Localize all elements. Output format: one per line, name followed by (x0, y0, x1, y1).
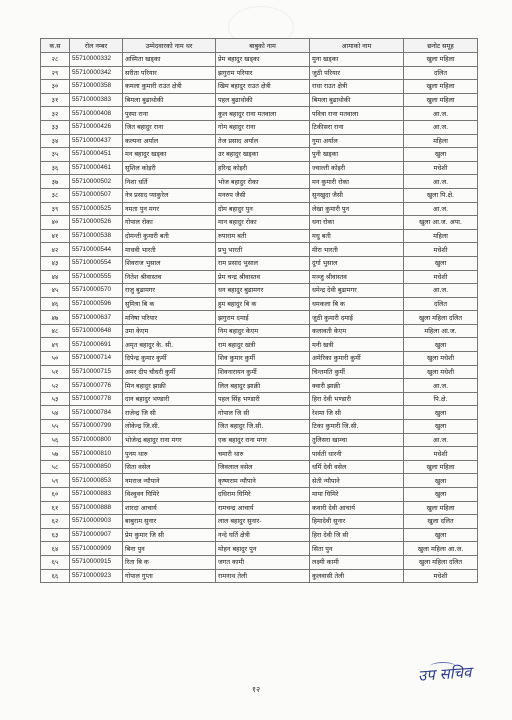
roll-number-cell: 55710000555 (70, 270, 123, 284)
table-row (41, 379, 478, 393)
header-candidate-name: उम्मेदवारको नाम थर (123, 39, 216, 53)
selection-group-cell: खुला (404, 474, 478, 488)
table-header-row (41, 39, 478, 53)
candidate-name-cell: गोपाल गुप्ता (123, 569, 216, 583)
mother-name-cell: मधु बती (310, 229, 404, 243)
serial-cell: ५५ (41, 420, 70, 434)
mother-name-cell: कलावती केएम (310, 324, 404, 338)
candidate-name-cell: मनिषा परियार (123, 311, 216, 325)
father-name-cell: मनरुप जैसी (216, 188, 310, 202)
roll-number-cell: 55710000778 (70, 392, 123, 406)
roll-number-cell: 55710000538 (70, 229, 123, 243)
candidate-name-cell: सुमित्रा बि क (123, 297, 216, 311)
selection-group-cell: खुला दलित (404, 515, 478, 529)
table-row (41, 243, 478, 257)
mother-name-cell: कवारी देवी आचार्य (310, 501, 404, 515)
roll-number-cell: 55710000903 (70, 515, 123, 529)
roll-number-cell: 55710000784 (70, 406, 123, 420)
serial-cell: ६० (41, 488, 70, 502)
father-name-cell: गोपाल जि सी (216, 406, 310, 420)
serial-cell: ६४ (41, 542, 70, 556)
candidate-name-cell: राजु बुढामगर (123, 284, 216, 298)
candidate-name-cell: उमा केएम (123, 324, 216, 338)
mother-name-cell: पुनी खड्का (310, 148, 404, 162)
mother-name-cell: राधा राउत क्षेत्री (310, 80, 404, 94)
candidate-name-cell: माधवी भारती (123, 243, 216, 257)
selection-group-cell: खुला मधेशी (404, 352, 478, 366)
mother-name-cell: धमेन्द्र देवी बुढामगर (310, 284, 404, 298)
candidate-name-cell: दान बहादुर भण्डारी (123, 392, 216, 406)
table-row (41, 93, 478, 107)
father-name-cell: मोहन बहादुर पुन (216, 542, 310, 556)
candidate-name-cell: कल्पना अर्याल (123, 134, 216, 148)
serial-cell: ४८ (41, 324, 70, 338)
candidate-name-cell: नेत्र प्रसाद प्याकुरेल (123, 188, 216, 202)
father-name-cell: कृष्णराम न्यौपाने (216, 474, 310, 488)
table-row (41, 66, 478, 80)
father-name-cell: राम प्रसाद भुसाल (216, 256, 310, 270)
header-roll-number: रोल नम्बर (70, 39, 123, 53)
table-row (41, 120, 478, 134)
father-name-cell: प्रेम चन्द्र श्रीवास्तव (216, 270, 310, 284)
mother-name-cell: हिमादेवी सुनार (310, 515, 404, 529)
roll-number-cell: 55710000451 (70, 148, 123, 162)
selection-group-cell: आ.ज. (404, 175, 478, 189)
serial-cell: ५६ (41, 433, 70, 447)
mother-name-cell: तुलिसरा खाम्चा (310, 433, 404, 447)
mother-name-cell: धमकला बि क (310, 297, 404, 311)
selection-group-cell: खुला (404, 488, 478, 502)
father-name-cell: गोम बहादुर राना (216, 120, 310, 134)
selection-group-cell: आ.ज. (404, 202, 478, 216)
mother-name-cell: धर्मि देवी वसेल (310, 460, 404, 474)
serial-cell: २८ (41, 53, 70, 67)
selection-group-cell: पि.क्षे. (404, 392, 478, 406)
roll-number-cell: 55710000883 (70, 488, 123, 502)
candidate-name-cell: पुनम थारु (123, 447, 216, 461)
candidate-name-cell: बिमला बुढाथोकी (123, 93, 216, 107)
selection-group-cell: खुला महिला (404, 80, 478, 94)
serial-cell: ३९ (41, 202, 70, 216)
mother-name-cell: ज्वाल्ती कोइरी (310, 161, 404, 175)
selection-group-cell: खुला (404, 420, 478, 434)
selection-group-cell: महिला (404, 229, 478, 243)
serial-cell: ४० (41, 216, 70, 230)
mother-name-cell: हिरा देवी जि सी (310, 528, 404, 542)
roll-number-cell: 55710000776 (70, 379, 123, 393)
mother-name-cell: हिरा देवी भण्डारी (310, 392, 404, 406)
roll-number-cell: 55710000507 (70, 188, 123, 202)
table-row (41, 474, 478, 488)
father-name-cell: हरिन्द्र कोइरी (216, 161, 310, 175)
selection-group-cell: खुला मधेशी (404, 365, 478, 379)
selection-group-cell: आ.ज. (404, 107, 478, 121)
candidate-name-cell: जित बहादुर राना (123, 120, 216, 134)
serial-cell: ४६ (41, 297, 70, 311)
selection-group-cell: खुला (404, 406, 478, 420)
selection-group-cell: दलित (404, 297, 478, 311)
mother-name-cell: सुनखुदा जैसी (310, 188, 404, 202)
roll-number-cell: 55710000909 (70, 542, 123, 556)
table-row (41, 542, 478, 556)
father-name-cell: पहल बुढाथोकी (216, 93, 310, 107)
roll-number-cell: 55710000714 (70, 352, 123, 366)
mother-name-cell: दुर्गा भुसाल (310, 256, 404, 270)
table-row (41, 365, 478, 379)
header-selection-group: छनोट समूह (404, 39, 478, 53)
table-row (41, 406, 478, 420)
candidate-name-cell: सुशिल कोइरी (123, 161, 216, 175)
candidate-name-cell: मन बहादुर खड्का (123, 148, 216, 162)
father-name-cell: धन बहादुर बुढामगर (216, 284, 310, 298)
roll-number-cell: 55710000554 (70, 256, 123, 270)
header-mother-name: आमाको नाम (310, 39, 404, 53)
mother-name-cell: टिका कुमारी जि.सी. (310, 420, 404, 434)
table-row (41, 528, 478, 542)
father-name-cell: तेज प्रसाद अर्याल (216, 134, 310, 148)
table-row (41, 134, 478, 148)
father-name-cell: रामचन्द्र आचार्य (216, 501, 310, 515)
roll-number-cell: 55710000637 (70, 311, 123, 325)
candidate-name-cell: नमता पुन मगर (123, 202, 216, 216)
roll-number-cell: 55710000907 (70, 528, 123, 542)
serial-cell: ३० (41, 80, 70, 94)
selection-group-cell: खुला महिला (404, 501, 478, 515)
serial-cell: ४४ (41, 270, 70, 284)
mother-name-cell: सिता पुन (310, 542, 404, 556)
father-name-cell: कुल बहादुर राना मतवाला (216, 107, 310, 121)
serial-cell: ३१ (41, 93, 70, 107)
roll-number-cell: 55710000502 (70, 175, 123, 189)
serial-cell: ६३ (41, 528, 70, 542)
table-row (41, 53, 478, 67)
roll-number-cell: 55710000691 (70, 338, 123, 352)
mother-name-cell: टिकीसरा राना (310, 120, 404, 134)
candidate-name-cell: नमराज न्यौपाने (123, 474, 216, 488)
table-row (41, 297, 478, 311)
table-row (41, 447, 478, 461)
selection-group-cell: मधेशी (404, 270, 478, 284)
serial-cell: ५२ (41, 379, 70, 393)
mother-name-cell: कुलवासी तेली (310, 569, 404, 583)
table-row (41, 460, 478, 474)
roll-number-cell: 55710000715 (70, 365, 123, 379)
roll-number-cell: 55710000853 (70, 474, 123, 488)
table-row (41, 311, 478, 325)
father-name-cell: पहल सिंह भण्डारी (216, 392, 310, 406)
candidate-name-cell: पुस्पा राना (123, 107, 216, 121)
roll-number-cell: 55710000915 (70, 555, 123, 569)
roll-number-cell: 55710000461 (70, 161, 123, 175)
header-serial: क.स (41, 39, 70, 53)
serial-cell: ५८ (41, 460, 70, 474)
mother-name-cell: लेखा कुमारी पुन (310, 202, 404, 216)
serial-cell: ५१ (41, 365, 70, 379)
roll-number-cell: 55710000426 (70, 120, 123, 134)
serial-cell: ६५ (41, 555, 70, 569)
candidate-name-cell: राजेन्द्र जि सी (123, 406, 216, 420)
table-row (41, 488, 478, 502)
candidate-name-cell: प्रेम कुमार जि सी (123, 528, 216, 542)
table-row (41, 256, 478, 270)
father-name-cell: जित बहादुर जि.सी. (216, 420, 310, 434)
candidate-name-cell: लोकेन्द्र जि.सी. (123, 420, 216, 434)
father-name-cell: एक बहादुर राना मगर (216, 433, 310, 447)
father-name-cell: नन्दे घर्ति क्षेत्री (216, 528, 310, 542)
roll-number-cell: 55710000408 (70, 107, 123, 121)
candidate-name-cell: विश्वुवन घिमिरे (123, 488, 216, 502)
father-name-cell: जगत कामी (216, 555, 310, 569)
table-row (41, 515, 478, 529)
serial-cell: ५० (41, 352, 70, 366)
roll-number-cell: 55710000648 (70, 324, 123, 338)
serial-cell: ३३ (41, 120, 70, 134)
table-row (41, 420, 478, 434)
roll-number-cell: 55710000570 (70, 284, 123, 298)
candidate-name-cell: शारदा आचार्य (123, 501, 216, 515)
father-name-cell: दोम बहादुर पुन (216, 202, 310, 216)
selection-group-cell: मधेशी (404, 447, 478, 461)
candidate-name-cell: सरीता परियार (123, 66, 216, 80)
mother-name-cell: रेशमा जि सी (310, 406, 404, 420)
serial-cell: ४१ (41, 229, 70, 243)
candidate-name-cell: दिपेन्द्र कुमार कुर्मी (123, 352, 216, 366)
candidate-name-cell: मिन बहादुर झाक्री (123, 379, 216, 393)
father-name-cell: मान बहादुर रोका (216, 216, 310, 230)
candidate-name-cell: रिता बि क (123, 555, 216, 569)
roll-number-cell: 55710000850 (70, 460, 123, 474)
selection-group-cell: मधेशी (404, 569, 478, 583)
serial-cell: ६६ (41, 569, 70, 583)
selection-group-cell: खुला महिला (404, 93, 478, 107)
serial-cell: ३४ (41, 134, 70, 148)
serial-cell: ६१ (41, 501, 70, 515)
father-name-cell: चमारी थारु (216, 447, 310, 461)
mother-name-cell: मन कुमारी रोका (310, 175, 404, 189)
roll-number-cell: 55710000800 (70, 433, 123, 447)
roll-number-cell: 55710000525 (70, 202, 123, 216)
father-name-cell: निम बहादुर केएम (216, 324, 310, 338)
mother-name-cell: पार्वती धारनी (310, 447, 404, 461)
table-row (41, 148, 478, 162)
mother-name-cell: क्वारी झाक्री (310, 379, 404, 393)
table-row (41, 338, 478, 352)
roll-number-cell: 55710000544 (70, 243, 123, 257)
table-row (41, 392, 478, 406)
candidate-name-cell: निशा धर्ति (123, 175, 216, 189)
candidate-name-cell: गोपाल रोका (123, 216, 216, 230)
mother-name-cell: जुठी परियार (310, 66, 404, 80)
table-row (41, 161, 478, 175)
table-row (41, 284, 478, 298)
candidate-name-cell: अस्मिता खड्का (123, 53, 216, 67)
father-name-cell: दधिराम घिमिरे (216, 488, 310, 502)
selection-group-cell: खुला महिला दलित (404, 555, 478, 569)
serial-cell: ४९ (41, 338, 70, 352)
serial-cell: ६२ (41, 515, 70, 529)
candidate-table (40, 38, 478, 583)
serial-cell: ५७ (41, 447, 70, 461)
mother-name-cell: माया घिमिरे (310, 488, 404, 502)
signature-title: उप सचिव (417, 663, 472, 685)
father-name-cell: जिवलाल वसेल (216, 460, 310, 474)
serial-cell: ४७ (41, 311, 70, 325)
selection-group-cell: आ.ज. (404, 120, 478, 134)
selection-group-cell: आ.ज. (404, 433, 478, 447)
mother-name-cell: मनी खत्री (310, 338, 404, 352)
father-name-cell: रामनाथ तेली (216, 569, 310, 583)
selection-group-cell: खुला महिला दलित (404, 311, 478, 325)
selection-group-cell: दलित (404, 66, 478, 80)
mother-name-cell: जुठी कुमारी दमाई (310, 311, 404, 325)
candidate-name-cell: भोजेन्द्र बहादुर राना मगर (123, 433, 216, 447)
roll-number-cell: 55710000923 (70, 569, 123, 583)
father-name-cell: प्रभु भारती (216, 243, 310, 257)
mother-name-cell: धना रोका (310, 216, 404, 230)
mother-name-cell: चिन्तमति कुर्मी (310, 365, 404, 379)
father-name-cell: लाल बहादुर सुनार- (216, 515, 310, 529)
selection-group-cell: खुला (404, 148, 478, 162)
selection-group-cell: खुला (404, 256, 478, 270)
father-name-cell: शिवनारायन कुर्मी (216, 365, 310, 379)
roll-number-cell: 55710000383 (70, 93, 123, 107)
serial-cell: ३२ (41, 107, 70, 121)
mother-name-cell: अमेरिका कुमारी कुर्मी (310, 352, 404, 366)
serial-cell: ५४ (41, 406, 70, 420)
father-name-cell: प्रेम बहादुर खड्का (216, 53, 310, 67)
table-row (41, 352, 478, 366)
table-row (41, 202, 478, 216)
selection-group-cell: खुला महिला (404, 460, 478, 474)
candidate-name-cell: शिवराज भुसाल (123, 256, 216, 270)
selection-group-cell: मधेशी (404, 243, 478, 257)
roll-number-cell: 55710000437 (70, 134, 123, 148)
selection-group-cell: खुला महिला आ.ज. (404, 542, 478, 556)
serial-cell: ४२ (41, 243, 70, 257)
candidate-name-cell: बिना पुन (123, 542, 216, 556)
roll-number-cell: 55710000596 (70, 297, 123, 311)
table-row (41, 324, 478, 338)
table-row (41, 229, 478, 243)
table-row (41, 107, 478, 121)
selection-group-cell: आ.ज. (404, 284, 478, 298)
serial-cell: ४५ (41, 284, 70, 298)
candidate-name-cell: दोमन्ती कुमारी बती (123, 229, 216, 243)
selection-group-cell: मधेशी (404, 161, 478, 175)
father-name-cell: राम बहादुर खत्री (216, 338, 310, 352)
father-name-cell: लिल बहादुर झाक्री (216, 379, 310, 393)
candidate-name-cell: बाबुराम सुनार (123, 515, 216, 529)
candidate-name-cell: कमला कुमारी राउत क्षेत्री (123, 80, 216, 94)
serial-cell: ३५ (41, 148, 70, 162)
table-row (41, 188, 478, 202)
serial-cell: ५९ (41, 474, 70, 488)
roll-number-cell: 55710000332 (70, 53, 123, 67)
roll-number-cell: 55710000342 (70, 66, 123, 80)
father-name-cell: खिम बहादुर राउत क्षेत्री (216, 80, 310, 94)
father-name-cell: भोज बहादुर रोका (216, 175, 310, 189)
page-number: १२ (251, 685, 261, 694)
roll-number-cell: 55710000888 (70, 501, 123, 515)
roll-number-cell: 55710000810 (70, 447, 123, 461)
selection-group-cell: महिला आ.ज. (404, 324, 478, 338)
roll-number-cell: 55710000526 (70, 216, 123, 230)
selection-group-cell: खुला महिला (404, 53, 478, 67)
selection-group-cell: खुला (404, 528, 478, 542)
header-father-name: बाबुको नाम (216, 39, 310, 53)
table-row (41, 80, 478, 94)
mother-name-cell: मुना खड्का (310, 53, 404, 67)
table-row (41, 216, 478, 230)
table-row (41, 501, 478, 515)
table-row (41, 175, 478, 189)
table-row (41, 270, 478, 284)
candidate-name-cell: नितेश श्रीवास्तव (123, 270, 216, 284)
mother-name-cell: लक्ष्मी कामी (310, 555, 404, 569)
roll-number-cell: 55710000799 (70, 420, 123, 434)
father-name-cell: हुम बहादुर बि क (216, 297, 310, 311)
mother-name-cell: पवित्रा राना मतवाला (310, 107, 404, 121)
selection-group-cell: महिला (404, 134, 478, 148)
serial-cell: ३६ (41, 161, 70, 175)
father-name-cell: उर बहादुर खड्का (216, 148, 310, 162)
father-name-cell: झगुराम परियार (216, 66, 310, 80)
candidate-name-cell: सिता वसेल (123, 460, 216, 474)
selection-group-cell: खुला आ.ज. अपा. (404, 216, 478, 230)
serial-cell: ५३ (41, 392, 70, 406)
selection-group-cell: आ.ज. (404, 379, 478, 393)
table-row (41, 555, 478, 569)
father-name-cell: झगुराम दमाई (216, 311, 310, 325)
serial-cell: ३७ (41, 175, 70, 189)
serial-cell: ३८ (41, 188, 70, 202)
mother-name-cell: सेती न्यौपाने (310, 474, 404, 488)
father-name-cell: रुपाराम बती (216, 229, 310, 243)
mother-name-cell: बिमला बुढाथोकी (310, 93, 404, 107)
mother-name-cell: मञ्जु श्रीवास्तव (310, 270, 404, 284)
father-name-cell: शिव कुमार कुर्मी (216, 352, 310, 366)
selection-group-cell: खुला (404, 338, 478, 352)
selection-group-cell: खुला पि.क्षे. (404, 188, 478, 202)
roll-number-cell: 55710000358 (70, 80, 123, 94)
serial-cell: ४३ (41, 256, 70, 270)
mother-name-cell: गुमा अर्याल (310, 134, 404, 148)
table-row (41, 433, 478, 447)
table-row (41, 569, 478, 583)
candidate-name-cell: अमर दीप चौधरी कुर्मी (123, 365, 216, 379)
serial-cell: २९ (41, 66, 70, 80)
mother-name-cell: मीरा भारती (310, 243, 404, 257)
candidate-name-cell: अमृत बहादुर के. सी. (123, 338, 216, 352)
